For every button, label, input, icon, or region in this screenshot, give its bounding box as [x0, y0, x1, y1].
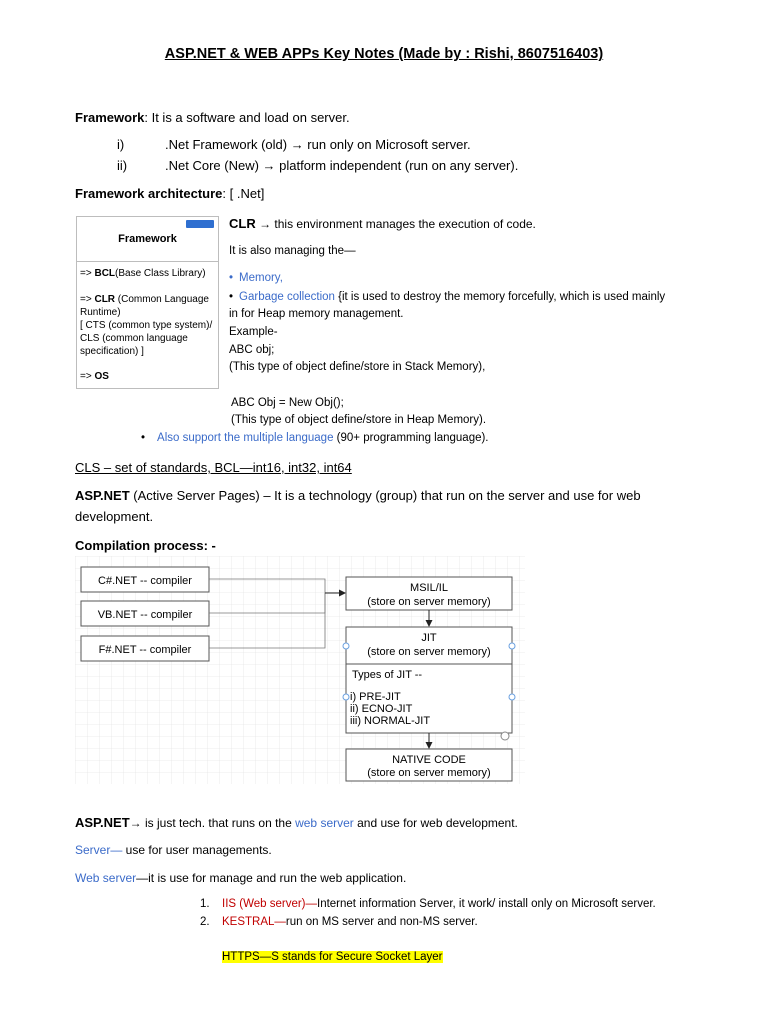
native-sub: (store on server memory): [367, 767, 491, 779]
bcl-prefix: =>: [80, 268, 95, 279]
aspnet-text: (Active Server Pages) – It is a technology (group) that run on the server and use for web: [129, 488, 641, 503]
handle-icon: [343, 643, 349, 649]
aspnet-label: ASP.NET: [75, 488, 130, 503]
list-item: [117, 137, 471, 152]
compilation-diagram: [75, 556, 525, 784]
gc-text: {it is used to destroy the memory forcefully, which is used mainly: [334, 291, 666, 303]
list-item: [117, 158, 518, 173]
native-title: NATIVE CODE: [392, 754, 466, 766]
architecture-line: [75, 186, 264, 201]
kestral-label: KESTRAL—: [222, 916, 286, 928]
bcl-rest: (Base Class Library): [115, 268, 206, 279]
list-number: ii): [117, 158, 128, 173]
bullet-icon: •: [141, 432, 146, 444]
aspnet2-text1: is just tech. that runs on the: [141, 816, 296, 830]
logo-icon: [186, 220, 214, 228]
bcl-bold: BCL: [94, 268, 116, 279]
web-server-term: web server: [295, 816, 354, 830]
code-line: ABC Obj = New Obj();: [231, 397, 344, 409]
webserver-text: —it is use for manage and run the web application.: [136, 871, 407, 885]
multi-language-text: (90+ programming language).: [333, 432, 489, 444]
code-line: ABC obj;: [229, 344, 275, 356]
jit-type: iii) NORMAL-JIT: [350, 715, 431, 727]
cts-line2: CLS (common language: [80, 333, 188, 344]
memory-label: Memory,: [239, 272, 283, 284]
compilation-label: Compilation process: -: [75, 538, 216, 553]
architecture-text: : [ .Net]: [222, 186, 265, 201]
iis-label: IIS (Web server)—: [222, 898, 317, 910]
jit-type: i) PRE-JIT: [350, 691, 401, 703]
aspnet2-label: ASP.NET: [75, 815, 130, 830]
list-text: .Net Framework (old) → run only on Microsoft server.: [165, 137, 471, 152]
handle-icon: [343, 694, 349, 700]
os-bold: OS: [94, 371, 109, 382]
server-label: Server—: [75, 843, 123, 857]
multi-language-bullet: [141, 432, 489, 444]
clr-line2: Runtime): [80, 307, 121, 318]
clr-text: this environment manages the execution of code.: [271, 217, 536, 231]
arrow-icon: →: [259, 217, 272, 231]
cts-line3: specification) ]: [80, 346, 144, 357]
architecture-label: Framework architecture: [75, 186, 223, 201]
code-note: (This type of object define/store in Heap Memory).: [231, 414, 487, 426]
memory-bullet: [229, 272, 283, 284]
bullet-icon: •: [229, 291, 234, 303]
diagram-svg: [75, 556, 525, 784]
os-prefix: =>: [80, 371, 95, 382]
aspnet2-text2: and use for web development.: [353, 816, 518, 830]
webserver-line: [75, 871, 406, 885]
managing-line: It is also managing the—: [229, 245, 356, 257]
msil-title: MSIL/IL: [410, 582, 448, 594]
list-item: [200, 898, 656, 910]
framework-figure: [76, 216, 219, 389]
cls-line: CLS – set of standards, BCL—int16, int32, int64: [75, 460, 352, 475]
kestral-text: run on MS server and non-MS server.: [285, 916, 478, 928]
bcl-entry: [80, 267, 206, 280]
clr-line: [229, 216, 536, 231]
page-title: ASP.NET & WEB APPs Key Notes (Made by : Rishi, 8607516403): [164, 46, 604, 62]
example-label: Example-: [229, 326, 278, 338]
server-text: use for user managements.: [122, 843, 272, 857]
msil-sub: (store on server memory): [367, 596, 491, 608]
jit-type: ii) ECNO-JIT: [350, 703, 413, 715]
list-number: 2.: [200, 916, 210, 928]
list-text: .Net Core (New) → platform independent (run on any server).: [165, 158, 519, 173]
compiler-label: F#.NET -- compiler: [98, 644, 192, 656]
clr-label: CLR: [229, 216, 256, 231]
clr-bold: CLR: [94, 294, 116, 305]
aspnet-line2: development.: [75, 509, 154, 524]
iis-text: Internet information Server, it work/ install only on Microsoft server.: [317, 898, 656, 910]
collapse-icon: [501, 732, 509, 740]
os-entry: [80, 370, 109, 383]
bullet-icon: •: [229, 272, 234, 284]
arrow-icon: →: [129, 816, 142, 830]
gc-text-line2: in for Heap memory management.: [229, 308, 404, 320]
handle-icon: [509, 694, 515, 700]
compiler-label: VB.NET -- compiler: [97, 609, 193, 621]
jit-types-label: Types of JIT --: [352, 669, 423, 681]
gc-label: Garbage collection: [239, 291, 335, 303]
aspnet2-line: [75, 815, 518, 830]
compiler-label: C#.NET -- compiler: [98, 575, 192, 587]
jit-title: JIT: [421, 632, 437, 644]
webserver-label: Web server: [75, 871, 137, 885]
clr-prefix: =>: [80, 294, 95, 305]
cts-line1: [ CTS (common type system)/: [80, 320, 213, 331]
clr-entry: [80, 293, 209, 306]
clr-rest: (Common Language: [115, 294, 209, 305]
server-line: [75, 843, 272, 857]
framework-line: [75, 110, 350, 125]
framework-label: Framework: [75, 110, 145, 125]
framework-figure-header: Framework: [77, 217, 218, 262]
handle-icon: [509, 643, 515, 649]
https-note: [222, 951, 443, 963]
jit-sub: (store on server memory): [367, 646, 491, 658]
gc-bullet: [229, 291, 665, 303]
https-highlight: HTTPS—S stands for Secure Socket Layer: [222, 951, 443, 963]
multi-language-label: Also support the multiple language: [157, 432, 334, 444]
framework-text: : It is a software and load on server.: [144, 110, 350, 125]
list-number: 1.: [200, 898, 210, 910]
list-number: i): [117, 137, 125, 152]
code-note: (This type of object define/store in Stack Memory),: [229, 361, 486, 373]
list-item: [200, 916, 478, 928]
aspnet-line: [75, 488, 641, 503]
